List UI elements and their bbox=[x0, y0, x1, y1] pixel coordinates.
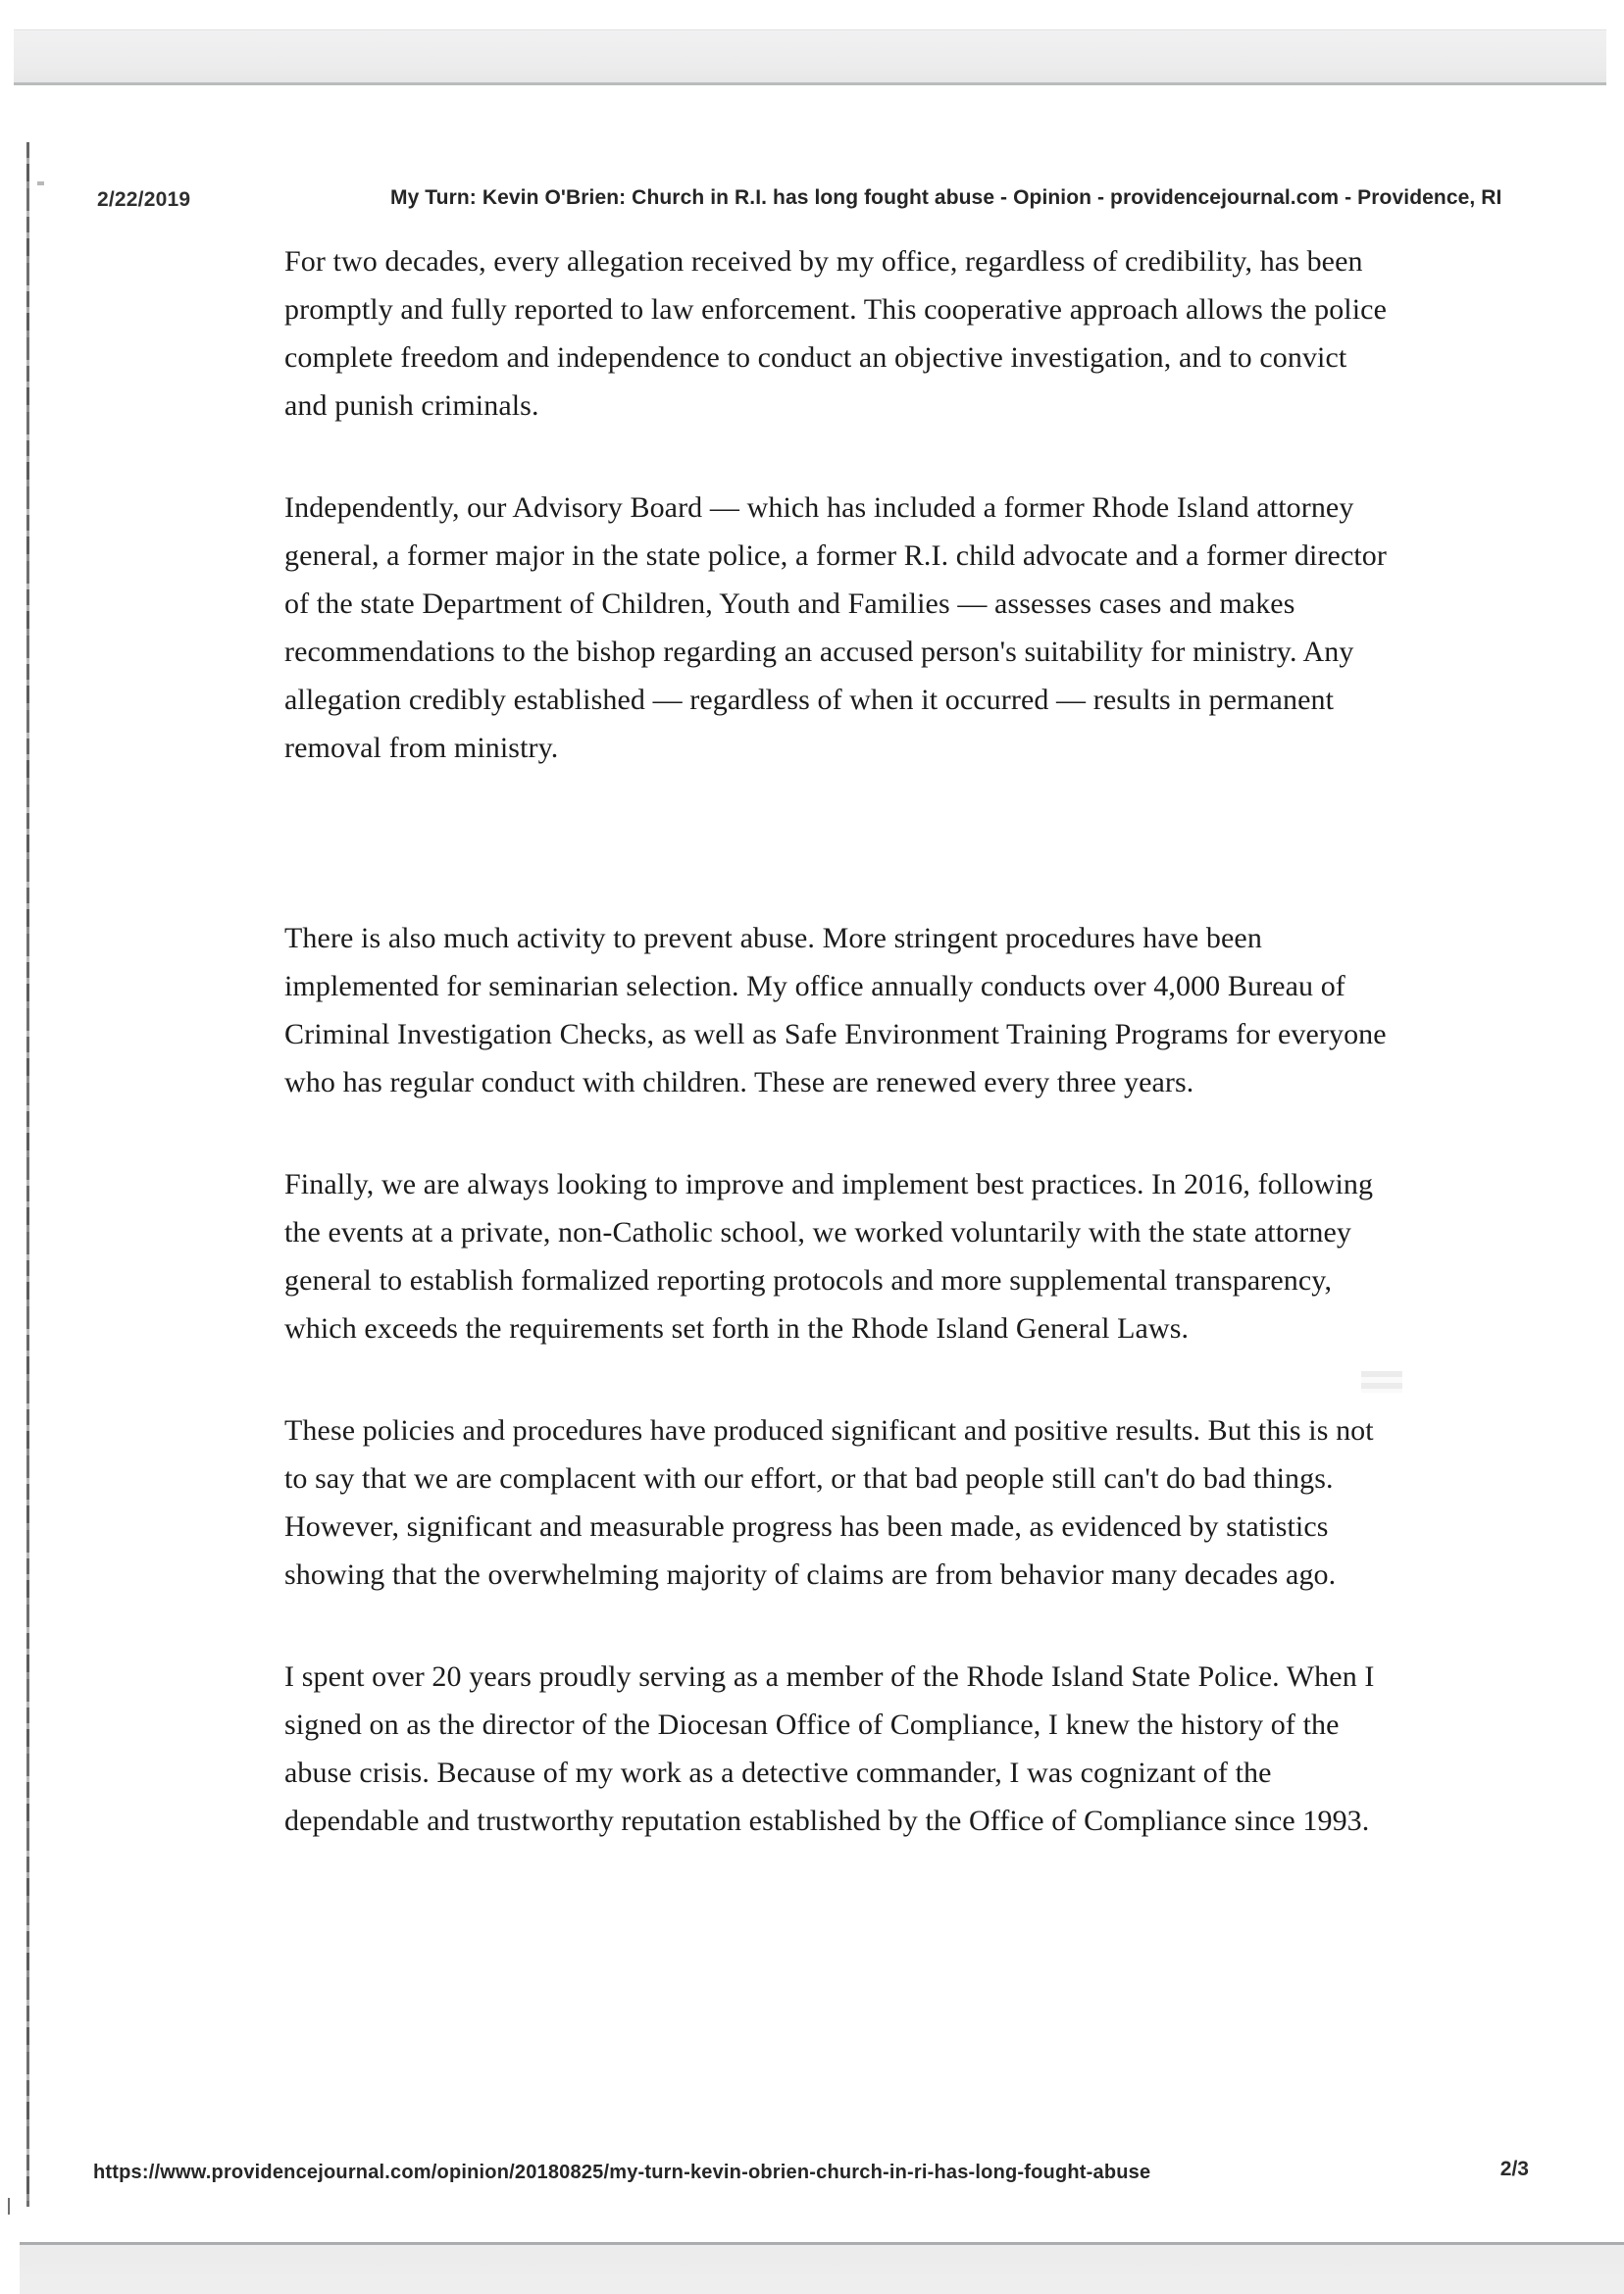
header-title: My Turn: Kevin O'Brien: Church in R.I. has long fought abuse - Opinion - providencejournal.com - Providence, RI bbox=[390, 186, 1502, 209]
footer-page-number: 2/3 bbox=[1499, 2158, 1529, 2180]
scanner-band-top bbox=[14, 29, 1606, 85]
article-body bbox=[284, 237, 1389, 1899]
blank-gap bbox=[284, 826, 1389, 914]
scanner-band-bottom bbox=[20, 2242, 1624, 2294]
article-paragraph: There is also much activity to prevent abuse. More stringent procedures have been implemented for seminarian selection. My office annually conducts over 4,000 Bureau of Criminal Investigation Checks, as well as Safe Environment Training Programs for everyone who has regular conduct with children. These are renewed every three years. bbox=[284, 922, 1387, 1098]
footer-source-url: https://www.providencejournal.com/opinion/20180825/my-turn-kevin-obrien-church-in-ri-has-long-fought-abuse bbox=[93, 2162, 1151, 2183]
article-paragraph: For two decades, every allegation received by my office, regardless of credibility, has been promptly and fully reported to law enforcement. This cooperative approach allows the police complete freedom and independence to conduct an objective investigation, and to convict and punish criminals. bbox=[284, 245, 1388, 422]
scan-artifact-tick bbox=[8, 2198, 10, 2215]
article-paragraph: Finally, we are always looking to improve and implement best practices. In 2016, following the events at a private, non-Catholic school, we worked voluntarily with the state attorney general to establish formalized reporting protocols and more supplemental transparency, which exceeds the requirements set forth in the Rhode Island General Laws. bbox=[284, 1168, 1374, 1345]
article-paragraph: These policies and procedures have produced significant and positive results. But this is not to say that we are complacent with our effort, or that bad people still can't do bad things. However, significant and measurable progress has been made, as evidenced by statistics showing that the overwhelming majority of claims are from behavior many decades ago. bbox=[284, 1414, 1374, 1591]
article-paragraph: I spent over 20 years proudly serving as a member of the Rhode Island State Police. When I signed on as the director of the Diocesan Office of Compliance, I knew the history of the abuse crisis. Because of my work as a detective commander, I was cognizant of the dependable and trustworthy reputation established by the Office of Compliance since 1993. bbox=[284, 1660, 1375, 1837]
article-paragraph: Independently, our Advisory Board — which has included a former Rhode Island attorney general, a former major in the state police, a former R.I. child advocate and a former director of the state Department of Children, Youth and Families — assesses cases and makes recommendations to the bishop regarding an accused person's suitability for ministry. Any allegation credibly established — regardless of when it occurred — results in permanent removal from ministry. bbox=[284, 491, 1387, 764]
paper-edge-scan-line bbox=[26, 142, 29, 2207]
header-date: 2/22/2019 bbox=[97, 188, 191, 211]
scan-artifact-dot bbox=[37, 181, 44, 185]
